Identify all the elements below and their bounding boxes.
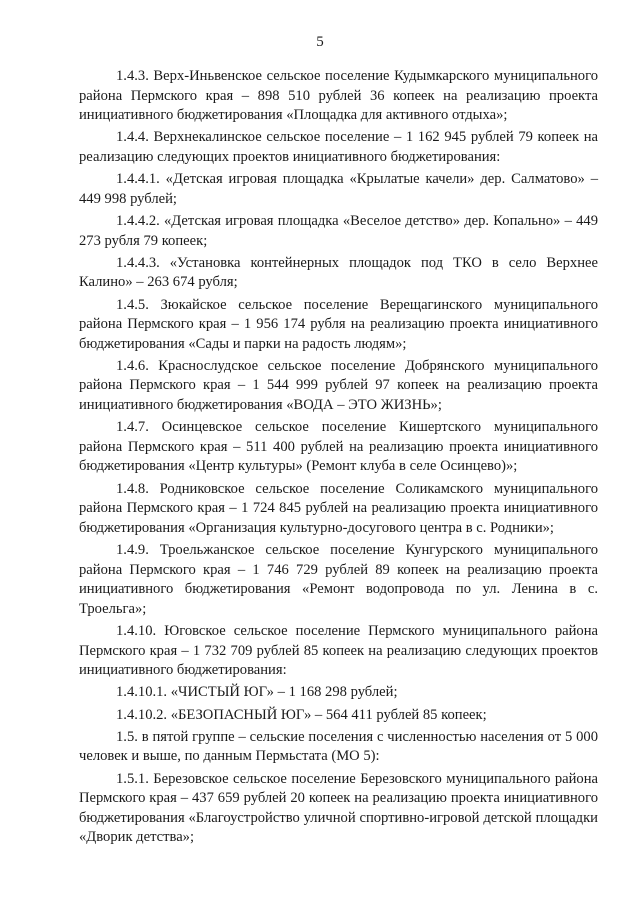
paragraph-1-5-1: 1.5.1. Березовское сельское поселение Березовского муниципального района Пермского края – 437 659 рублей 20 копеек на реализацию проекта инициативного бюджетирования «Благоустройство уличной спортивно-игровой детской площадки «Дворик детства»;: [79, 770, 598, 846]
paragraph-1-4-5: 1.4.5. Зюкайское сельское поселение Верещагинского муниципального района Пермского края – 1 956 174 рубля на реализацию проекта инициативного бюджетирования «Сады и парки на радость людям»;: [79, 296, 598, 352]
paragraph-1-4-4-2: 1.4.4.2. «Детская игровая площадка «Веселое детство» дер. Копально» – 449 273 рубля 79 копеек;: [79, 212, 598, 249]
paragraph-1-5: 1.5. в пятой группе – сельские поселения с численностью населения от 5 000 человек и выше, по данным Пермьстата (МО 5):: [79, 728, 598, 765]
paragraph-1-4-10: 1.4.10. Юговское сельское поселение Пермского муниципального района Пермского края – 1 732 709 рублей 85 копеек на реализацию следующих проектов инициативного бюджетирования:: [79, 622, 598, 679]
paragraph-1-4-4: 1.4.4. Верхнекалинское сельское поселение – 1 162 945 рублей 79 копеек на реализацию следующих проектов инициативного бюджетирования:: [79, 129, 598, 165]
paragraph-1-4-4-3: 1.4.4.3. «Установка контейнерных площадок под ТКО в село Верхнее Калино» – 263 674 рубля;: [79, 254, 598, 291]
paragraph-1-4-8: 1.4.8. Родниковское сельское поселение Соликамского муниципального района Пермского края – 1 724 845 рублей на реализацию проекта инициативного бюджетирования «Организация культурно-досугового центра в с. Родники»;: [79, 480, 598, 536]
page-number: 5: [316, 34, 324, 50]
paragraph-1-4-9: 1.4.9. Троельжанское сельское поселение Кунгурского муниципального района Пермского края – 1 746 729 рублей 89 копеек на реализацию проекта инициативного бюджетирования «Ремонт водопровода по ул. Ленина в с. Троельга»;: [79, 542, 598, 617]
paragraph-1-4-10-1: 1.4.10.1. «ЧИСТЫЙ ЮГ» – 1 168 298 рублей;: [116, 684, 398, 701]
document-body: [79, 67, 598, 848]
paragraph-1-4-3: 1.4.3. Верх-Иньвенское сельское поселение Кудымкарского муниципального района Пермского края – 898 510 рублей 36 копеек на реализацию проекта инициативного бюджетирования «Площадка для активного отдыха»;: [79, 68, 598, 124]
paragraph-1-4-4-1: 1.4.4.1. «Детская игровая площадка «Крылатые качели» дер. Салматово» – 449 998 рублей;: [79, 171, 598, 207]
paragraph-1-4-7: 1.4.7. Осинцевское сельское поселение Кишертского муниципального района Пермского края – 511 400 рублей на реализацию проекта инициативного бюджетирования «Центр культуры» (Ремонт клуба в селе Осинцево)»;: [79, 419, 598, 475]
paragraph-1-4-6: 1.4.6. Краснослудское сельское поселение Добрянского муниципального района Пермского края – 1 544 999 рублей 97 копеек на реализацию проекта инициативного бюджетирования «ВОДА – ЭТО ЖИЗНЬ»;: [79, 357, 598, 414]
paragraph-1-4-10-2: 1.4.10.2. «БЕЗОПАСНЫЙ ЮГ» – 564 411 рублей 85 копеек;: [116, 706, 487, 723]
